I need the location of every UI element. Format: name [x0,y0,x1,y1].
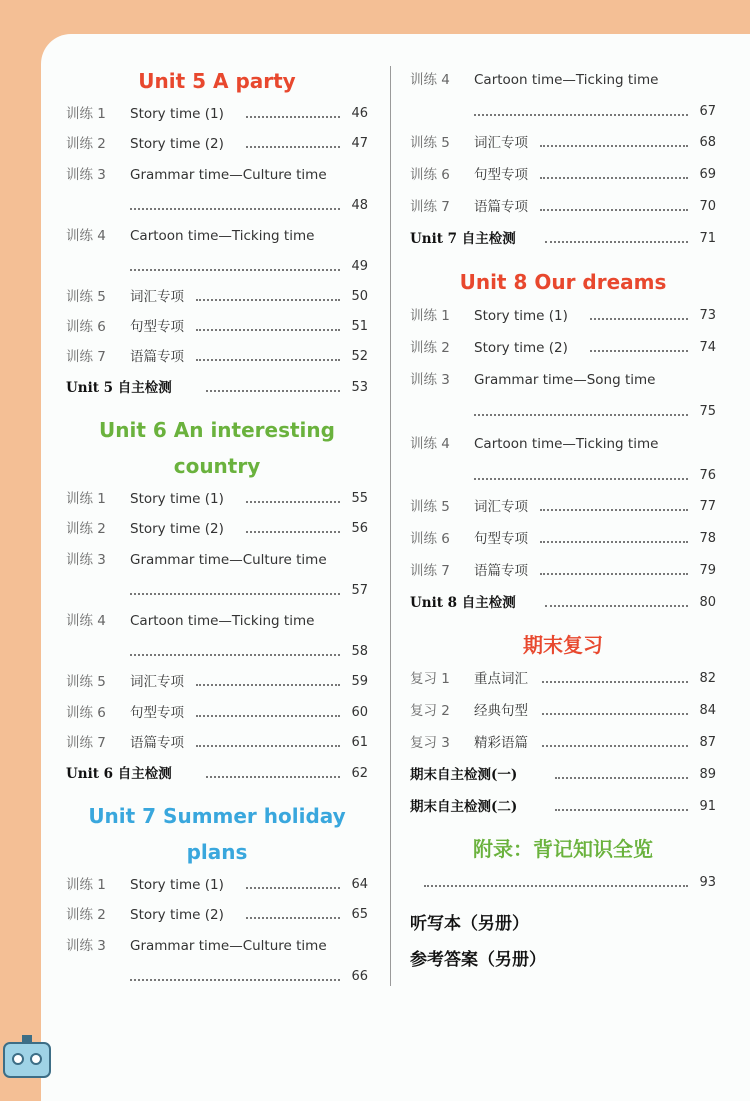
entry-label: 训练 2 [410,340,450,356]
entry-page: 58 [351,644,368,659]
entry-title: Unit 5 自主检测 [66,380,172,396]
entry-title: Story time (1) [130,877,224,893]
entry-page: 93 [699,875,716,890]
entry-page: 89 [699,767,716,782]
entry-page: 50 [351,289,368,304]
unit6-heading-line2: country [173,454,261,478]
entry-page: 75 [699,404,716,419]
entry-title: 词汇专项 [474,499,528,515]
entry-page: 82 [699,671,716,686]
entry-title: 词汇专项 [130,289,184,305]
toc-entry-continuation[interactable] [66,581,368,601]
entry-label: 训练 6 [410,531,450,547]
entry-page: 70 [699,199,716,214]
toc-entry[interactable] [410,561,716,581]
toc-entry[interactable] [410,529,716,549]
dot-leader [196,359,340,361]
toc-entry[interactable] [410,338,716,358]
toc-entry-test[interactable] [410,229,716,249]
entry-title: Grammar time—Song time [474,372,656,388]
entry-title: Grammar time—Culture time [130,938,327,954]
entry-label: 训练 2 [66,136,106,152]
entry-page: 73 [699,308,716,323]
entry-page: 61 [351,735,368,750]
entry-label: 训练 6 [66,319,106,335]
toc-entry[interactable] [66,905,368,925]
toc-entry-continuation[interactable] [410,466,716,486]
toc-entry-continuation[interactable] [66,967,368,987]
entry-label: 训练 3 [410,372,450,388]
dot-leader [590,318,688,320]
entry-title: 经典句型 [474,703,528,719]
toc-entry[interactable] [66,134,368,154]
toc-entry-test[interactable] [66,378,368,398]
dot-leader [130,654,340,656]
dot-leader [540,145,688,147]
dot-leader [540,541,688,543]
entry-title: Unit 7 自主检测 [410,231,516,247]
entry-title: Cartoon time—Ticking time [474,72,659,88]
dot-leader [246,531,340,533]
dot-leader [196,684,340,686]
dot-leader [555,809,688,811]
unit7-heading: Unit 7 Summer holiday [88,804,346,828]
toc-entry[interactable] [410,497,716,517]
entry-title: Story time (2) [130,907,224,923]
entry-page: 55 [351,491,368,506]
entry-title: Cartoon time—Ticking time [130,613,315,629]
entry-page: 79 [699,563,716,578]
entry-label: 训练 4 [410,72,450,88]
dot-leader [246,887,340,889]
dot-leader [545,605,688,607]
entry-title: Cartoon time—Ticking time [474,436,659,452]
entry-label: 训练 5 [66,289,106,305]
entry-title: Story time (1) [474,308,568,324]
dot-leader [206,390,340,392]
entry-title: Story time (2) [130,136,224,152]
toc-entry[interactable] [66,733,368,753]
appendix-heading: 附录：背记知识全览 [473,837,653,861]
entry-page: 48 [351,198,368,213]
entry-page: 71 [699,231,716,246]
dot-leader [555,777,688,779]
toc-entry[interactable] [410,701,716,721]
toc-entry[interactable] [66,104,368,124]
answer-key-label: 参考答案（另册） [410,950,546,970]
review-heading: 期末复习 [523,633,603,657]
entry-title: 词汇专项 [474,135,528,151]
dot-leader [540,573,688,575]
entry-label: 训练 5 [66,674,106,690]
dot-leader [542,713,688,715]
entry-title: 句型专项 [130,705,184,721]
dot-leader [590,350,688,352]
unit8-heading: Unit 8 Our dreams [459,270,667,294]
entry-title: Grammar time—Culture time [130,552,327,568]
toc-entry[interactable] [410,434,716,454]
entry-page: 49 [351,259,368,274]
toc-entry-continuation[interactable] [66,257,368,277]
entry-title: 句型专项 [474,531,528,547]
dot-leader [424,885,688,887]
entry-title: Story time (2) [130,521,224,537]
dot-leader [474,114,688,116]
toc-entry-test[interactable] [410,797,716,817]
toc-entry[interactable] [66,489,368,509]
toc-entry-continuation[interactable] [66,642,368,662]
entry-label: 训练 7 [66,349,106,365]
toc-entry-continuation[interactable] [410,873,716,893]
entry-title: 重点词汇 [474,671,528,687]
toc-entry[interactable] [410,165,716,185]
entry-label: 训练 6 [66,705,106,721]
toc-entry-continuation[interactable] [410,402,716,422]
toc-entry[interactable] [66,519,368,539]
dot-leader [196,329,340,331]
entry-page: 80 [699,595,716,610]
entry-page: 69 [699,167,716,182]
entry-page: 66 [351,969,368,984]
entry-label: 复习 3 [410,735,450,751]
entry-title: 词汇专项 [130,674,184,690]
entry-page: 65 [351,907,368,922]
toc-entry-test[interactable] [66,764,368,784]
entry-page: 47 [351,136,368,151]
dot-leader [130,208,340,210]
entry-page: 64 [351,877,368,892]
toc-entry[interactable] [66,550,368,570]
entry-label: 训练 3 [66,552,106,568]
toc-entry[interactable] [66,875,368,895]
dot-leader [246,917,340,919]
entry-page: 51 [351,319,368,334]
dot-leader [542,745,688,747]
entry-page: 46 [351,106,368,121]
entry-page: 53 [351,380,368,395]
dot-leader [206,776,340,778]
entry-label: 训练 4 [66,228,106,244]
column-divider [390,66,391,986]
toc-entry[interactable] [66,672,368,692]
entry-title: 期末自主检测(二) [410,799,518,815]
entry-title: 句型专项 [130,319,184,335]
entry-label: 训练 4 [66,613,106,629]
entry-label: 训练 2 [66,907,106,923]
entry-page: 77 [699,499,716,514]
dot-leader [246,116,340,118]
entry-label: 训练 6 [410,167,450,183]
entry-title: 期末自主检测(一) [410,767,518,783]
unit5-heading: Unit 5 A party [138,69,296,93]
toc-entry[interactable] [410,133,716,153]
dictation-booklet-label: 听写本（另册） [410,914,529,934]
dot-leader [130,269,340,271]
entry-page: 74 [699,340,716,355]
entry-page: 78 [699,531,716,546]
toc-entry[interactable] [66,703,368,723]
entry-title: 语篇专项 [474,563,528,579]
toc-entry[interactable] [410,306,716,326]
dot-leader [196,715,340,717]
toc-entry[interactable] [410,669,716,689]
entry-label: 训练 7 [66,735,106,751]
dot-leader [246,146,340,148]
entry-title: Story time (2) [474,340,568,356]
unit7-heading-line2: plans [186,840,248,864]
dot-leader [540,209,688,211]
toc-entry-test[interactable] [410,765,716,785]
entry-label: 训练 1 [66,877,106,893]
toc-entry[interactable] [66,317,368,337]
dot-leader [545,241,688,243]
entry-label: 训练 3 [66,938,106,954]
unit6-heading: Unit 6 An interesting [99,418,335,442]
entry-page: 57 [351,583,368,598]
entry-page: 60 [351,705,368,720]
entry-page: 62 [351,766,368,781]
entry-page: 67 [699,104,716,119]
robot-mascot-icon [0,1029,60,1089]
entry-title: 精彩语篇 [474,735,528,751]
entry-page: 84 [699,703,716,718]
entry-title: Unit 6 自主检测 [66,766,172,782]
dot-leader [474,414,688,416]
toc-entry[interactable] [66,165,368,185]
entry-label: 训练 3 [66,167,106,183]
entry-title: Unit 8 自主检测 [410,595,516,611]
entry-page: 68 [699,135,716,150]
dot-leader [540,177,688,179]
dot-leader [196,299,340,301]
toc-entry-continuation[interactable] [410,102,716,122]
toc-entry[interactable] [66,936,368,956]
entry-title: 语篇专项 [130,735,184,751]
dot-leader [130,593,340,595]
entry-title: Cartoon time—Ticking time [130,228,315,244]
toc-entry-test[interactable] [410,593,716,613]
entry-title: Grammar time—Culture time [130,167,327,183]
entry-page: 52 [351,349,368,364]
toc-entry[interactable] [66,347,368,367]
dot-leader [542,681,688,683]
toc-entry[interactable] [410,197,716,217]
toc-entry[interactable] [410,70,716,90]
dot-leader [540,509,688,511]
entry-title: Story time (1) [130,106,224,122]
entry-page: 56 [351,521,368,536]
toc-entry[interactable] [66,226,368,246]
dot-leader [130,979,340,981]
toc-entry[interactable] [410,733,716,753]
entry-page: 76 [699,468,716,483]
toc-entry[interactable] [410,370,716,390]
entry-page: 91 [699,799,716,814]
entry-title: 句型专项 [474,167,528,183]
entry-title: Story time (1) [130,491,224,507]
toc-entry[interactable] [66,287,368,307]
entry-label: 复习 2 [410,703,450,719]
dot-leader [246,501,340,503]
entry-label: 训练 1 [410,308,450,324]
entry-label: 训练 5 [410,135,450,151]
dot-leader [196,745,340,747]
entry-label: 训练 1 [66,491,106,507]
entry-title: 语篇专项 [474,199,528,215]
entry-label: 训练 2 [66,521,106,537]
entry-title: 语篇专项 [130,349,184,365]
entry-label: 训练 7 [410,563,450,579]
entry-label: 训练 1 [66,106,106,122]
toc-entry[interactable] [66,611,368,631]
entry-label: 训练 4 [410,436,450,452]
dot-leader [474,478,688,480]
entry-label: 训练 5 [410,499,450,515]
entry-page: 87 [699,735,716,750]
entry-label: 复习 1 [410,671,450,687]
entry-label: 训练 7 [410,199,450,215]
toc-entry-continuation[interactable] [66,196,368,216]
entry-page: 59 [351,674,368,689]
